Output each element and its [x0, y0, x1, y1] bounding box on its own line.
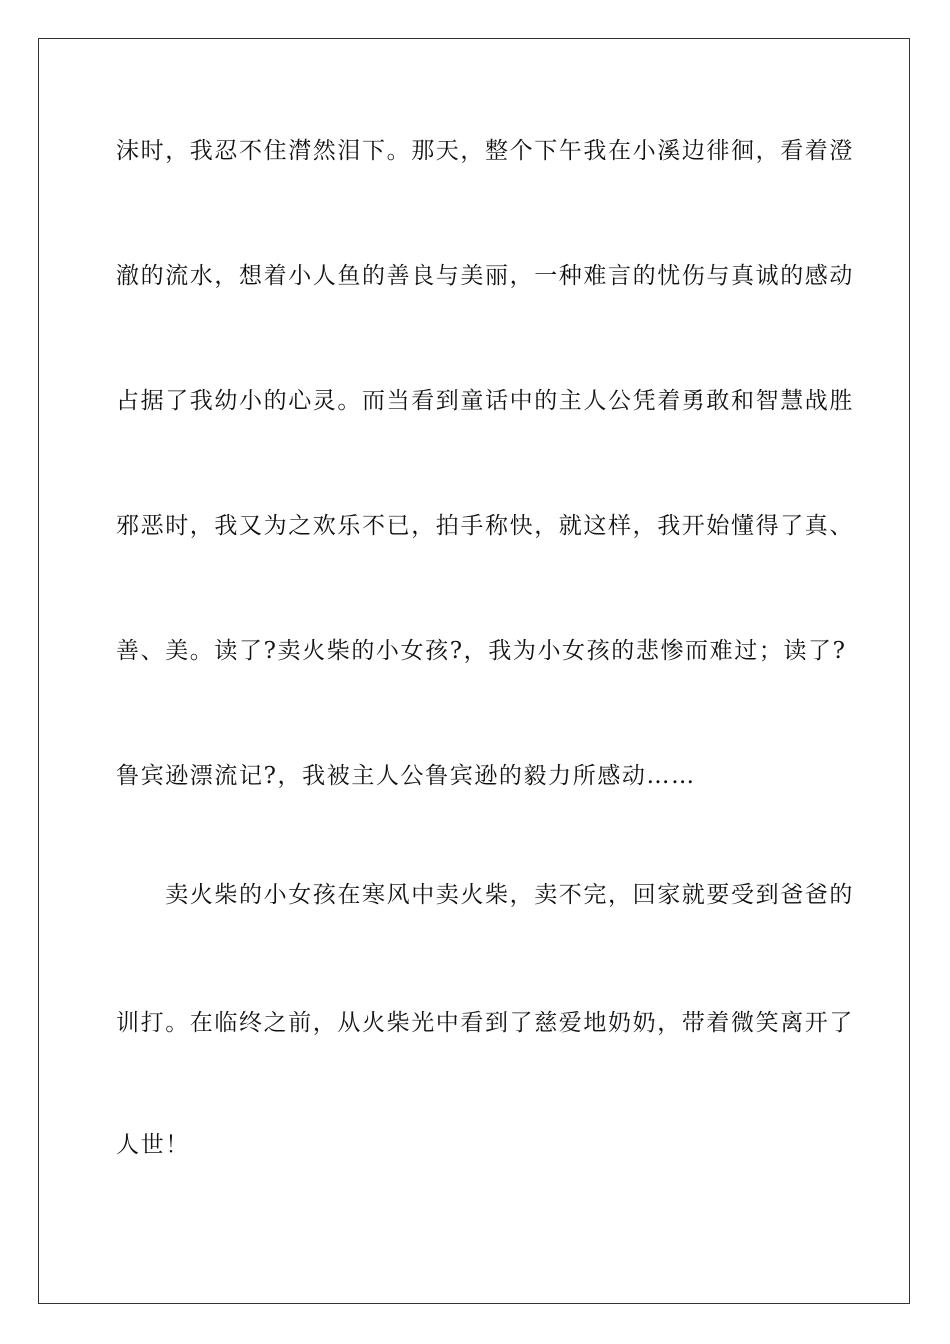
paragraph-line-1: 沫时，我忍不住潸然泪下。那天，整个下午我在小溪边徘徊，看着澄 [116, 138, 854, 164]
paragraph-line-2: 澈的流水，想着小人鱼的善良与美丽，一种难言的忧伤与真诚的感动 [116, 263, 854, 289]
paragraph-line-3: 占据了我幼小的心灵。而当看到童话中的主人公凭着勇敢和智慧战胜 [116, 388, 854, 414]
paragraph-line-6: 鲁宾逊漂流记?，我被主人公鲁宾逊的毅力所感动…… [116, 763, 696, 789]
paragraph-line-4: 邪恶时，我又为之欢乐不已，拍手称快，就这样，我开始懂得了真、 [116, 513, 854, 539]
paragraph-line-7: 卖火柴的小女孩在寒风中卖火柴，卖不完，回家就要受到爸爸的 [116, 882, 854, 908]
paragraph-line-8: 训打。在临终之前，从火柴光中看到了慈爱地奶奶，带着微笑离开了 [116, 1010, 854, 1036]
page-border [38, 38, 910, 1304]
paragraph-line-5: 善、美。读了?卖火柴的小女孩?，我为小女孩的悲惨而难过；读了? [116, 638, 847, 664]
paragraph-line-9: 人世！ [116, 1132, 190, 1158]
